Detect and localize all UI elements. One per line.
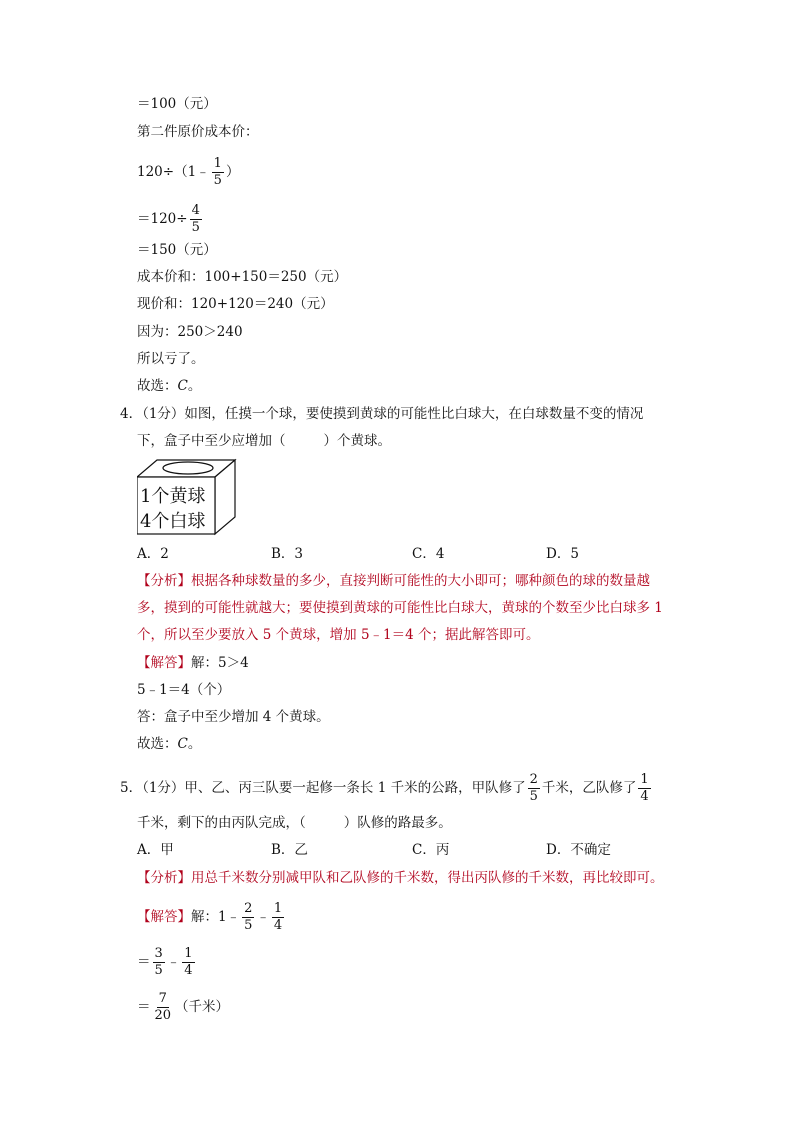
option-c: C．4 xyxy=(412,546,445,562)
expression-text: 解：1﹣ xyxy=(191,909,241,925)
answer-line xyxy=(137,991,229,1024)
analysis-text: 用总千米数分别减甲队和乙队修的千米数，得出丙队修的千米数，再比较即可。 xyxy=(191,870,664,886)
question-4-line2 xyxy=(137,431,391,451)
analysis-line: 多，摸到的可能性就越大；要使摸到黄球的可能性比白球大，黄球的个数至少比白球多 1 xyxy=(137,600,663,616)
option-b: B．3 xyxy=(271,546,304,562)
fraction: $\frac{4}{5}$ xyxy=(191,203,200,235)
choose-label: 故选： xyxy=(137,736,178,752)
solution-line xyxy=(137,203,204,236)
fraction: $\frac{3}{5}$ xyxy=(154,946,163,978)
solution-line: 所以亏了。 xyxy=(137,351,205,367)
question-5-line1 xyxy=(120,772,653,805)
solution-line xyxy=(137,376,201,396)
solution-line: ＝100（元） xyxy=(137,96,217,112)
answer-text: 解：5＞4 xyxy=(191,655,249,671)
solution-line: 第二件原价成本价： xyxy=(137,124,259,140)
option-d: D．不确定 xyxy=(546,842,611,858)
question-number: 5． xyxy=(120,780,143,796)
fraction: $\frac{2}{5}$ xyxy=(529,772,538,804)
expression-text: 120÷（1﹣ xyxy=(137,164,210,180)
expression-text: ﹣ xyxy=(256,909,270,925)
expression-text: ） xyxy=(225,164,240,180)
analysis-line: 个，所以至少要放入 5 个黄球，增加 5﹣1＝4 个；据此解答即可。 xyxy=(137,627,540,643)
analysis-text: 根据各种球数量的多少，直接判断可能性的大小即可；哪种颜色的球的数量越 xyxy=(191,573,650,589)
answer-line xyxy=(137,653,249,673)
answer-line xyxy=(137,946,197,979)
expression-text: ＝120÷ xyxy=(137,211,188,227)
choose-label: 故选： xyxy=(137,378,178,394)
option-a: A．2 xyxy=(137,546,169,562)
question-text: ）个黄球。 xyxy=(323,433,391,449)
fraction: $\frac{1}{4}$ xyxy=(184,946,193,978)
box-label-yellow: 1个黄球 xyxy=(140,486,206,507)
option-c: C．丙 xyxy=(412,842,450,858)
fraction: $\frac{1}{4}$ xyxy=(273,901,283,933)
punctuation: 。 xyxy=(187,736,202,752)
fraction: $\frac{2}{5}$ xyxy=(244,901,253,933)
expression-text: ＝ xyxy=(137,954,151,970)
question-text: （1分）甲、乙、丙三队要一起修一条长 1 千米的公路，甲队修了 xyxy=(142,780,526,796)
solution-line: 成本价和：100+150＝250（元） xyxy=(137,269,348,285)
question-text: 下，盒子中至少应增加（ xyxy=(137,433,286,449)
punctuation: 。 xyxy=(187,378,202,394)
solution-line: 因为：250＞240 xyxy=(137,324,243,340)
question-text: 千米，乙队修了 xyxy=(541,780,637,796)
question-text: ）队修的路最多。 xyxy=(343,815,452,831)
fraction: $\frac{1}{4}$ xyxy=(640,772,649,804)
analysis-tag: 【分析】 xyxy=(137,573,191,589)
analysis-tag: 【分析】 xyxy=(137,870,191,886)
expression-text: ＝ xyxy=(137,999,151,1015)
option-b: B．乙 xyxy=(271,842,308,858)
answer-tag: 【解答】 xyxy=(137,909,191,925)
fraction: $\frac{1}{5}$ xyxy=(213,156,222,188)
question-number: 4． xyxy=(120,406,143,422)
fraction: $\frac{7}{20}$ xyxy=(154,991,172,1023)
analysis-line xyxy=(137,571,650,591)
box-opening xyxy=(163,462,213,474)
answer-line: 5﹣1＝4（个） xyxy=(137,682,231,698)
answer-line: 答：盒子中至少增加 4 个黄球。 xyxy=(137,709,330,725)
option-d: D．5 xyxy=(546,546,579,562)
box-label-white: 4个白球 xyxy=(140,511,206,532)
solution-line: 现价和：120+120＝240（元） xyxy=(137,296,334,312)
answer-line xyxy=(137,734,201,754)
solution-line: ＝150（元） xyxy=(137,242,217,258)
expression-text: （千米） xyxy=(175,999,230,1015)
question-4-line1 xyxy=(120,404,643,424)
solution-line xyxy=(137,156,239,189)
choose-answer: C xyxy=(177,736,188,752)
analysis-line xyxy=(137,868,664,888)
expression-text: ﹣ xyxy=(166,954,181,970)
answer-tag: 【解答】 xyxy=(137,655,191,671)
question-5-line2 xyxy=(137,813,452,833)
option-a: A．甲 xyxy=(137,842,174,858)
ball-box-figure xyxy=(137,457,239,537)
answer-line xyxy=(137,901,286,934)
question-text: 千米，剩下的由丙队完成，（ xyxy=(137,815,306,831)
choose-answer: C xyxy=(177,378,188,394)
question-text: （1分）如图，任摸一个球，要使摸到黄球的可能性比白球大，在白球数量不变的情况 xyxy=(142,406,644,422)
